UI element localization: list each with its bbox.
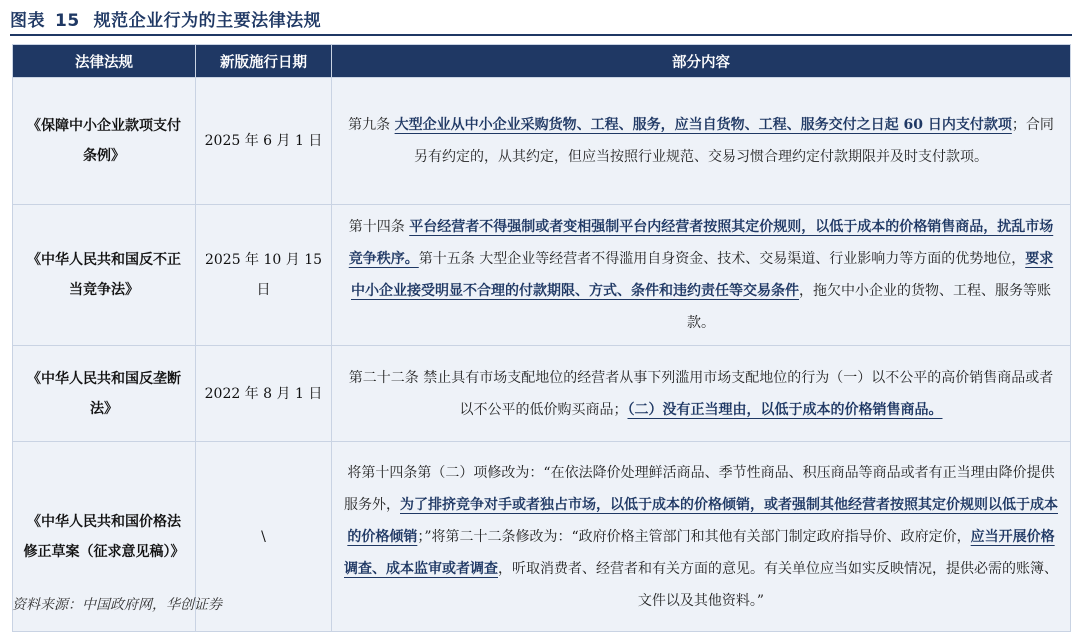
header-date: 新版施行日期 xyxy=(196,45,332,78)
content-text: 将第十四条第（二）项修改为：“在依法降价处理鲜活商品、季节性商品、积压商品等商品或者有正当理由降价提供服务外， xyxy=(344,464,1055,513)
content-cell xyxy=(332,78,1071,205)
content-text: ；”将第二十二条修改为：“政府价格主管部门和其他有关部门制定政府指导价、政府定价， xyxy=(417,528,971,545)
content-text: ，听取消费者、经营者和有关方面的意见。有关单位应当如实反映情况，提供必需的账簿、文件以及其他资料。” xyxy=(498,560,1058,609)
title-divider xyxy=(10,34,1072,36)
content-cell xyxy=(332,205,1071,346)
table-row xyxy=(13,346,1071,442)
figure-label: 图表 xyxy=(10,11,45,31)
content-text: 第十五条 大型企业等经营者不得滥用自身资金、技术、交易渠道、行业影响力等方面的优势地位， xyxy=(418,251,1026,267)
highlighted-text: 应当开展价格调查、成本监审或者调查 xyxy=(344,528,1055,577)
content-cell xyxy=(332,442,1071,632)
content-text: ；合同另有约定的，从其约定，但应当按照行业规范、交易习惯合理约定付款期限并及时支付款项。 xyxy=(414,117,1054,165)
highlighted-text: 平台经营者不得强制或者变相强制平台内经营者按照其定价规则，以低于成本的价格销售商品，扰乱市场竞争秩序。 xyxy=(348,219,1054,267)
figure-title xyxy=(10,6,321,31)
highlighted-text: （二）没有正当理由，以低于成本的价格销售商品。 xyxy=(627,401,943,418)
law-name: 《中华人民共和国反不正当竞争法》 xyxy=(13,205,196,346)
source-note: 资料来源：中国政府网，华创证券 xyxy=(12,597,222,613)
table-row xyxy=(13,78,1071,205)
effective-date: 2025 年 6 月 1 日 xyxy=(196,78,332,205)
highlighted-text: 要求中小企业接受明显不合理的付款期限、方式、条件和违约责任等交易条件 xyxy=(351,251,1054,299)
content-text: ，拖欠中小企业的货物、工程、服务等账款。 xyxy=(687,283,1051,331)
figure-title-text: 规范企业行为的主要法律法规 xyxy=(93,11,322,31)
effective-date: \ xyxy=(196,442,332,632)
law-name: 《中华人民共和国价格法修正草案（征求意见稿）》 xyxy=(13,442,196,632)
content-cell xyxy=(332,346,1071,442)
highlighted-text: 大型企业从中小企业采购货物、工程、服务，应当自货物、工程、服务交付之日起 60 日内支付款项 xyxy=(394,117,1012,133)
highlighted-text: 为了排挤竞争对手或者独占市场，以低于成本的价格倾销，或者强制其他经营者按照其定价规则以低于成本的价格倾销 xyxy=(347,496,1058,545)
figure-number: 15 xyxy=(55,11,80,31)
law-name: 《中华人民共和国反垄断法》 xyxy=(13,346,196,442)
content-text: 第十四条 xyxy=(348,219,410,235)
table-row xyxy=(13,205,1071,346)
header-law: 法律法规 xyxy=(13,45,196,78)
effective-date: 2025 年 10 月 15 日 xyxy=(196,205,332,346)
header-content: 部分内容 xyxy=(332,45,1071,78)
content-text: 第九条 xyxy=(348,117,395,133)
table-header-row xyxy=(13,45,1071,78)
law-name: 《保障中小企业款项支付条例》 xyxy=(13,78,196,205)
content-text: 第二十二条 禁止具有市场支配地位的经营者从事下列滥用市场支配地位的行为（一）以不公平的高价销售商品或者以不公平的低价购买商品； xyxy=(348,369,1054,418)
laws-table xyxy=(12,44,1071,632)
effective-date: 2022 年 8 月 1 日 xyxy=(196,346,332,442)
